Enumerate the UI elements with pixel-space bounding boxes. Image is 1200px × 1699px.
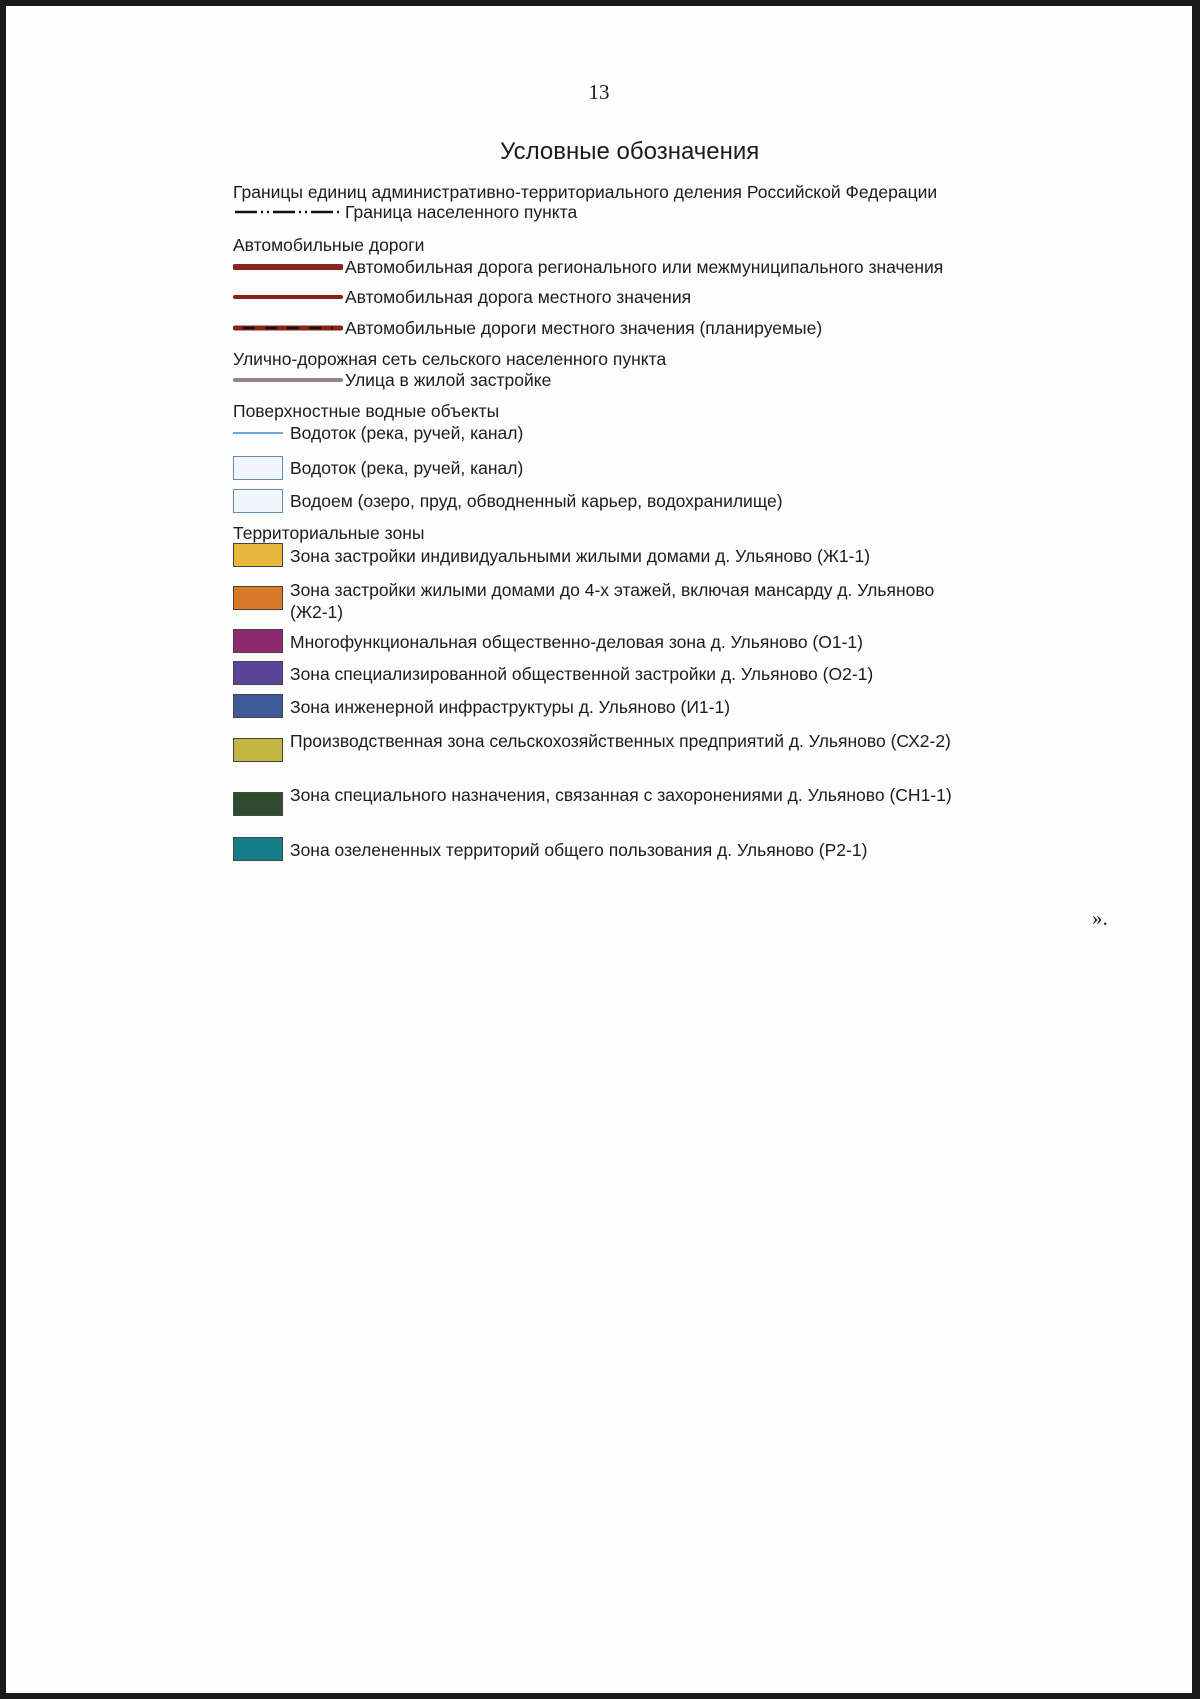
zone-swatch-o1-1 (233, 629, 283, 653)
legend-item-residential-street (233, 369, 551, 391)
legend-item-label: Водоем (озеро, пруд, обводненный карьер, водохранилище) (290, 491, 783, 511)
zone-swatch-zh2-1 (233, 586, 283, 610)
water-body-swatch (233, 489, 283, 513)
legend-item-label: Автомобильная дорога местного значения (345, 287, 692, 307)
legend-item-regional-road (233, 256, 943, 278)
legend-item-settlement-border (233, 201, 577, 223)
section-heading-zones: Территориальные зоны (233, 523, 425, 543)
section-heading-borders: Границы единиц административно-территориального деления Российской Федерации (233, 182, 938, 202)
section-heading-roads: Автомобильные дороги (233, 235, 425, 255)
section-heading-streets: Улично-дорожная сеть сельского населенного пункта (233, 349, 667, 369)
legend-item-planned-local-road (233, 317, 822, 339)
zone-swatch-i1-1 (233, 694, 283, 718)
watercourse-line-symbol (233, 425, 285, 441)
legend-item-label: Водоток (река, ручей, канал) (290, 458, 524, 478)
section-heading-water: Поверхностные водные объекты (233, 401, 500, 421)
zone-swatch-skh2-2 (233, 738, 283, 762)
zone-label-r2-1: Зона озелененных территорий общего пользования д. Ульяново (Р2-1) (290, 840, 868, 860)
zone-swatch-r2-1 (233, 837, 283, 861)
road-line-symbol (233, 289, 343, 305)
zone-label-o1-1: Многофункциональная общественно-деловая зона д. Ульяново (О1-1) (290, 632, 863, 652)
legend-item-label: Улица в жилой застройке (345, 370, 552, 390)
zone-swatch-o2-1 (233, 661, 283, 685)
zone-label-o2-1: Зона специализированной общественной застройки д. Ульяново (О2-1) (290, 664, 874, 684)
legend-item-label: Водоток (река, ручей, канал) (290, 423, 524, 443)
zone-label-skh2-2: Производственная зона сельскохозяйственных предприятий д. Ульяново (СХ2-2) (290, 731, 951, 751)
zone-label-zh2-1: Зона застройки жилыми домами до 4-х этажей, включая мансарду д. Ульяново (Ж2-1) (290, 580, 935, 622)
legend-item-local-road (233, 286, 691, 308)
document-page (6, 6, 1192, 1693)
watercourse-area-swatch (233, 456, 283, 480)
legend-item-label: Автомобильная дорога регионального или межмуниципального значения (345, 257, 944, 277)
page-number: 13 (588, 80, 610, 104)
road-line-symbol (233, 259, 343, 275)
zone-label-sn1-1: Зона специального назначения, связанная с захоронениями д. Ульяново (СН1-1) (290, 785, 952, 805)
dash-dot-line-symbol (233, 204, 343, 220)
legend-item-watercourse-line (233, 422, 523, 444)
legend-title: Условные обозначения (500, 138, 760, 165)
legend-item-label: Автомобильные дороги местного значения (планируемые) (345, 318, 823, 338)
legend-item-label: Граница населенного пункта (345, 202, 578, 222)
planned-road-line-symbol (233, 320, 343, 336)
zone-swatch-zh1-1 (233, 543, 283, 567)
zone-label-i1-1: Зона инженерной инфраструктуры д. Ульяново (И1-1) (290, 697, 731, 717)
closing-quote: ». (1092, 906, 1108, 930)
street-line-symbol (233, 372, 343, 388)
zone-swatch-sn1-1 (233, 792, 283, 816)
zone-label-zh1-1: Зона застройки индивидуальными жилыми домами д. Ульяново (Ж1-1) (290, 546, 871, 566)
